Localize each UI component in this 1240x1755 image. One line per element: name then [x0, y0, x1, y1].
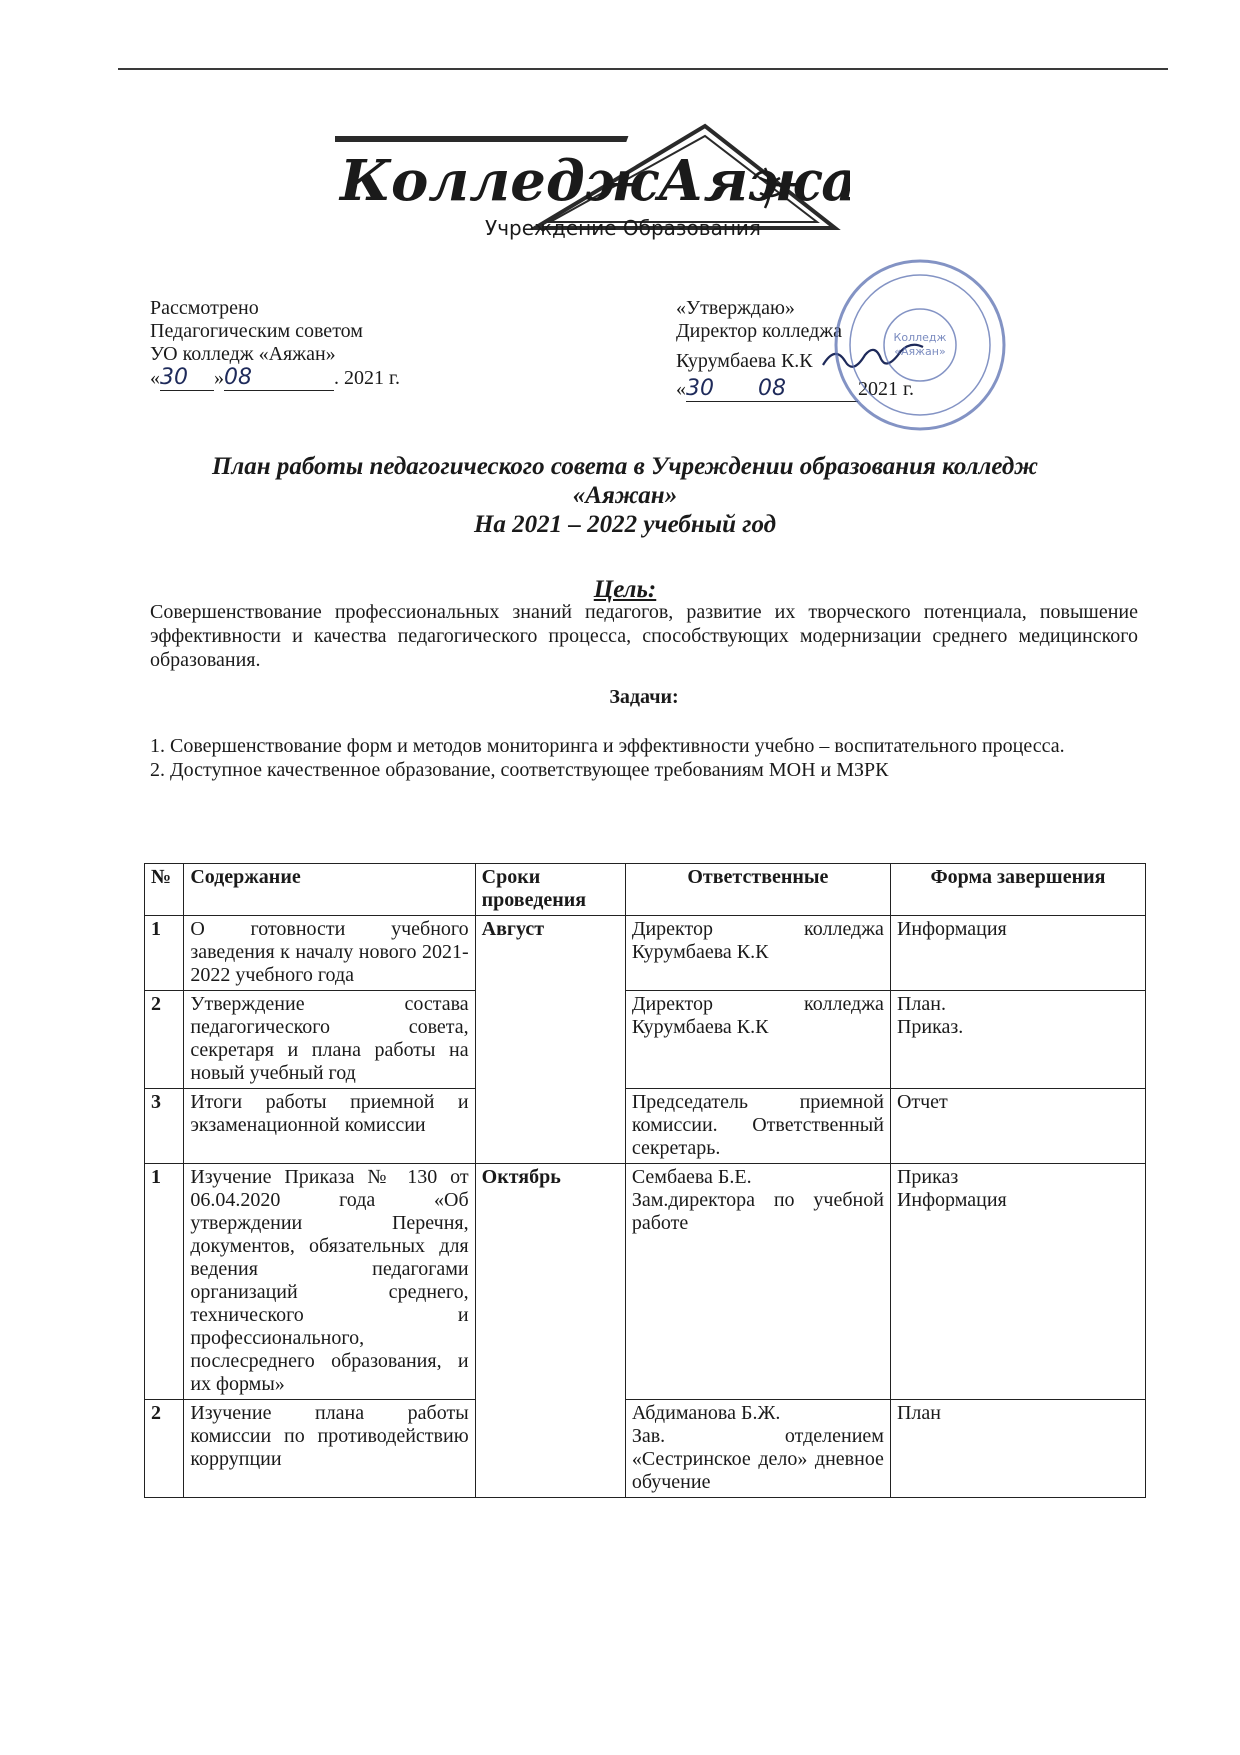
- table-row: [145, 1164, 1146, 1400]
- row-number: 2: [145, 991, 184, 1089]
- row-responsible: Директор колледжа Курумбаева К.К: [625, 916, 890, 991]
- table-row: [145, 1089, 1146, 1164]
- row-responsible: Абдиманова Б.Ж. Зав. отделением «Сестринское дело» дневное обучение: [625, 1400, 890, 1498]
- approver-position: Директор колледжа: [676, 320, 843, 342]
- reviewed-body: Педагогическим советом: [150, 320, 363, 342]
- row-form: Приказ Информация: [890, 1164, 1145, 1400]
- approval-reviewed-block: [150, 297, 400, 391]
- title-line-3: На 2021 – 2022 учебный год: [473, 511, 777, 538]
- reviewed-date: «30 »08 . 2021 г.: [150, 365, 400, 390]
- row-responsible: Сембаева Б.Е. Зам.директора по учебной работе: [625, 1164, 890, 1400]
- document-title: [150, 452, 1100, 539]
- svg-text:«Аяжан»: «Аяжан»: [894, 345, 946, 358]
- task-item: 1. Совершенствование форм и методов мониторинга и эффективности учебно – воспитательного процесса.: [150, 735, 1065, 757]
- logo-subtitle: Учреждение Образования: [485, 216, 761, 240]
- row-content: Изучение плана работы комиссии по противодействию коррупции: [184, 1400, 475, 1498]
- approved-label: «Утверждаю»: [676, 297, 795, 319]
- table-header-row: [145, 864, 1146, 916]
- handwritten-month-right: 08: [758, 376, 786, 401]
- row-content: Изучение Приказа № 130 от 06.04.2020 года «Об утверждении Перечня, документов, обязательных для ведения педагогами организаций среднего, технического и профессионального, послесреднего образования, и их формы»: [184, 1164, 475, 1400]
- col-responsible: Ответственные: [625, 864, 890, 916]
- table-row: [145, 1400, 1146, 1498]
- handwritten-day-right: 30: [686, 376, 714, 401]
- row-term: Октябрь: [475, 1164, 625, 1498]
- col-content: Содержание: [184, 864, 475, 916]
- col-number: №: [145, 864, 184, 916]
- reviewed-org: УО колледж «Аяжан»: [150, 343, 336, 365]
- title-line-2: «Аяжан»: [572, 482, 678, 509]
- row-content: Утверждение состава педагогического совета, секретаря и плана работы на новый учебный год: [184, 991, 475, 1089]
- handwritten-day: 30: [160, 365, 188, 390]
- official-stamp: [830, 255, 1010, 435]
- handwritten-month: 08: [224, 365, 252, 390]
- goal-text: Совершенствование профессиональных знаний педагогов, развитие их творческого потенциала, повышение эффективности и качества педагогического процесса, способствующих модернизации среднего медицинского образования.: [150, 601, 1138, 671]
- row-term: Август: [475, 916, 625, 1164]
- plan-table: [144, 863, 1146, 1498]
- tasks-list: [150, 734, 1140, 782]
- row-number: 3: [145, 1089, 184, 1164]
- table-row: [145, 916, 1146, 991]
- row-responsible: Директор колледжа Курумбаева К.К: [625, 991, 890, 1089]
- row-number: 2: [145, 1400, 184, 1498]
- tasks-heading: Задачи:: [609, 686, 679, 708]
- title-line-1: План работы педагогического совета в Учреждении образования колледж: [211, 453, 1039, 480]
- table-row: [145, 991, 1146, 1089]
- row-number: 1: [145, 1164, 184, 1400]
- task-item: 2. Доступное качественное образование, соответствующее требованиям МОН и МЗРК: [150, 759, 889, 781]
- row-form: Отчет: [890, 1089, 1145, 1164]
- logo-graphic: [335, 118, 850, 248]
- logo-wordmark: КолледжАяжан: [340, 148, 850, 214]
- reviewed-label: Рассмотрено: [150, 297, 259, 319]
- row-form: Информация: [890, 916, 1145, 991]
- row-content: Итоги работы приемной и экзаменационной комиссии: [184, 1089, 475, 1164]
- col-form: Форма завершения: [890, 864, 1145, 916]
- row-form: План. Приказ.: [890, 991, 1145, 1089]
- row-number: 1: [145, 916, 184, 991]
- row-form: План: [890, 1400, 1145, 1498]
- approved-date: «30 08 2021 г.: [676, 376, 914, 401]
- college-logo: [335, 118, 850, 248]
- row-content: О готовности учебного заведения к началу нового 2021-2022 учебного года: [184, 916, 475, 991]
- col-term: Сроки проведения: [475, 864, 625, 916]
- top-rule: [118, 68, 1168, 70]
- svg-text:Колледж: Колледж: [893, 331, 947, 344]
- goal-heading: Цель:: [593, 576, 657, 603]
- approver-name: Курумбаева К.К: [676, 343, 928, 377]
- row-responsible: Председатель приемной комиссии. Ответственный секретарь.: [625, 1089, 890, 1164]
